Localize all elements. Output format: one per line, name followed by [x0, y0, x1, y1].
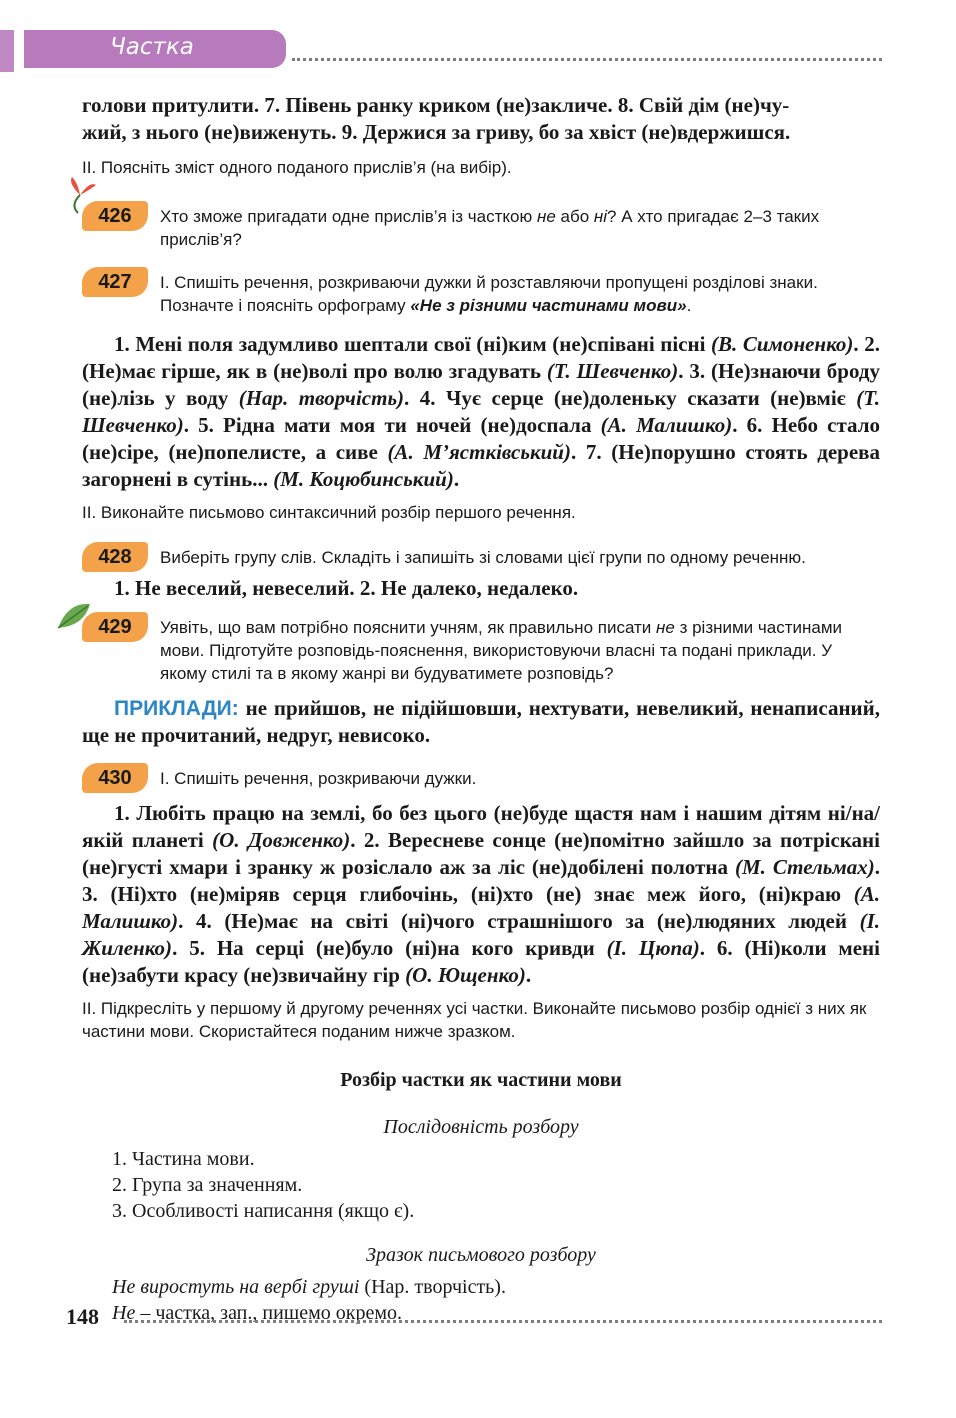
text-segment: .: [525, 963, 532, 987]
author: (А. Малишко): [600, 413, 733, 437]
exercise-428-words: 1. Не веселий, невеселий. 2. Не далеко, недалеко.: [114, 576, 579, 600]
exercise-427-sentences: [82, 331, 880, 493]
author: (В. Симоненко): [711, 332, 854, 356]
intro-line-1: голови притулити. 7. Півень ранку криком (не)закличе. 8. Свій дім (не)чу-: [82, 93, 790, 117]
sample-source: (Нар. творчість).: [359, 1276, 506, 1298]
exercise-429: [82, 612, 880, 685]
intro-task-2: ІІ. Поясніть зміст одного поданого прислів’я (на вибір).: [82, 158, 512, 177]
sample-line-1: [112, 1274, 880, 1300]
exercise-number-429: 429: [82, 612, 148, 642]
author: (М. Стельмах): [734, 855, 875, 879]
exercise-426: [82, 201, 880, 251]
step-3: 3. Особливості написання (якщо є).: [112, 1200, 415, 1222]
sentence: . 3. (Не)знаючи броду (не)лізь у воду: [82, 359, 880, 410]
exercise-429-examples: [82, 695, 880, 749]
exercise-428: [82, 542, 880, 569]
sample-analysis: – частка, зап., пишемо окремо.: [135, 1302, 402, 1324]
exercise-427-instruction: [160, 267, 880, 317]
author: (Нар. творчість): [238, 386, 405, 410]
exercise-427-task-2: ІІ. Виконайте письмово синтаксичний розбір першого речення.: [82, 503, 576, 522]
header-dotted-rule: [292, 58, 882, 61]
intro-line-2: жий, з нього (не)виженуть. 9. Держися за гриву, бо за хвіст (не)вдержишся.: [82, 120, 791, 144]
sentence: . 2. (Не)має гірше, як в (не)волі про волю згадувать: [82, 332, 880, 383]
emphasis: «Не з різними частинами мови»: [410, 296, 687, 315]
steps-list: [82, 1146, 880, 1224]
author: (Т. Шевченко): [546, 359, 679, 383]
sample-word: Не: [112, 1302, 136, 1324]
page-content: [82, 92, 880, 1326]
text-segment: .: [453, 467, 460, 491]
sentence: 1. Мені поля задумливо шептали свої (ні)ким (не)співані пісні: [114, 332, 712, 356]
author: (Т. Шевченко): [82, 386, 880, 437]
exercise-number-430: 430: [82, 763, 148, 793]
sentence: . 2. Вересневе сонце (не)помітно зайшло за потрісканi (не)густі хмари і зранку ж розіслало аж за ліс (не)добілені полотна: [82, 828, 880, 879]
author: (М. Коцюбинський): [273, 467, 454, 491]
sample-block: [82, 1274, 880, 1326]
chapter-header: [0, 30, 290, 72]
sequence-title: Послідовність розбору: [383, 1116, 579, 1138]
text-segment: Хто зможе пригадати одне прислів’я із часткою: [160, 207, 537, 226]
sentence: . 7. (Не)порушно стоять дерева загорнені в сутінь...: [82, 440, 880, 491]
sentence: . 5. На серці (не)було (ні)на кого кривди: [172, 936, 607, 960]
author: (А. Малишко): [82, 882, 880, 933]
analysis-title: Розбір частки як частини мови: [340, 1069, 622, 1091]
exercise-number-426: 426: [82, 201, 148, 231]
step-1: 1. Частина мови.: [112, 1148, 255, 1170]
text-segment: або: [555, 207, 594, 226]
sentence: . 4. Чує серце (не)доленьку сказати (не)вміє: [404, 386, 857, 410]
author: (О. Ющенко): [405, 963, 526, 987]
author: (І. Цюпа): [606, 936, 700, 960]
text-segment: з різними частинами мови. Підготуйте розповідь-пояснення, використовуючи власні та подані приклади. У якому стилі та в якому жанрі ви будуватимете розповідь?: [160, 618, 843, 683]
exercise-430-sentences: [82, 800, 880, 989]
author: (О. Довженко): [212, 828, 351, 852]
sentence: . 4. (Не)має на світі (ні)чого страшнішого за (не)людяних людей: [178, 909, 860, 933]
footer-dotted-rule: [124, 1320, 882, 1323]
text-segment: ? А хто пригадає 2–3 таких прислів’я?: [160, 207, 820, 249]
author: (І. Жиленко): [82, 909, 880, 960]
text-segment: І. Спишіть речення, розкриваючи дужки й розставляючи пропущені розділові знаки. Позначте і поясніть орфограму: [160, 273, 818, 315]
sample-sentence: Не виростуть на вербі груші: [112, 1276, 360, 1298]
exercise-number-427: 427: [82, 267, 148, 297]
exercise-430-task-2: ІІ. Підкресліть у першому й другому реченнях усі частки. Виконайте письмово розбір однієї з них як частини мови. Скористайтеся поданим нижче зразком.: [82, 999, 867, 1041]
sentence: . 6. (Ні)коли мені (не)забути красу (не)звичайну гір: [82, 936, 880, 987]
sentence: . 5. Рідна мати моя ти ночей (не)доспала: [183, 413, 601, 437]
text-segment: Уявіть, що вам потрібно пояснити учням, як правильно писати: [160, 618, 657, 637]
examples-text: не прийшов, не підійшовши, нехтувати, невеликий, ненаписаний, ще не прочитаний, недруг, невисоко.: [82, 696, 880, 747]
exercise-number-428: 428: [82, 542, 148, 572]
sample-title: Зразок письмового розбору: [366, 1244, 596, 1266]
exercise-430: [82, 763, 880, 790]
exercise-430-instruction: І. Спишіть речення, розкриваючи дужки.: [160, 769, 477, 788]
examples-label: ПРИКЛАДИ:: [114, 697, 239, 720]
sentence: 1. Любіть працю на землі, бо без цього (не)буде щастя нам і нашим дітям ні/на/якій планеті: [82, 801, 880, 852]
italic-word: не: [656, 618, 675, 637]
text-segment: .: [686, 296, 692, 315]
step-2: 2. Група за значенням.: [112, 1174, 303, 1196]
chapter-title: Частка: [110, 34, 194, 60]
exercise-428-text: Виберіть групу слів. Складіть і запишіть зі словами цієї групи по одному реченню.: [160, 548, 806, 567]
author: (А. М’ястківський): [387, 440, 571, 464]
exercise-427: [82, 267, 880, 317]
sentence: . 6. Небо стало (не)сіре, (не)попелисте, а сиве: [82, 413, 880, 464]
italic-word: ні: [593, 207, 608, 226]
header-stripe: [0, 30, 14, 72]
italic-word: не: [536, 207, 556, 226]
page-number: 148: [66, 1304, 99, 1329]
sentence: . 3. (Ні)хто (не)міряв серця глибочінь, (ні)хто (не) знає меж його, (ні)краю: [82, 855, 880, 906]
exercise-426-text: [160, 201, 880, 251]
exercise-429-text: [160, 612, 880, 685]
